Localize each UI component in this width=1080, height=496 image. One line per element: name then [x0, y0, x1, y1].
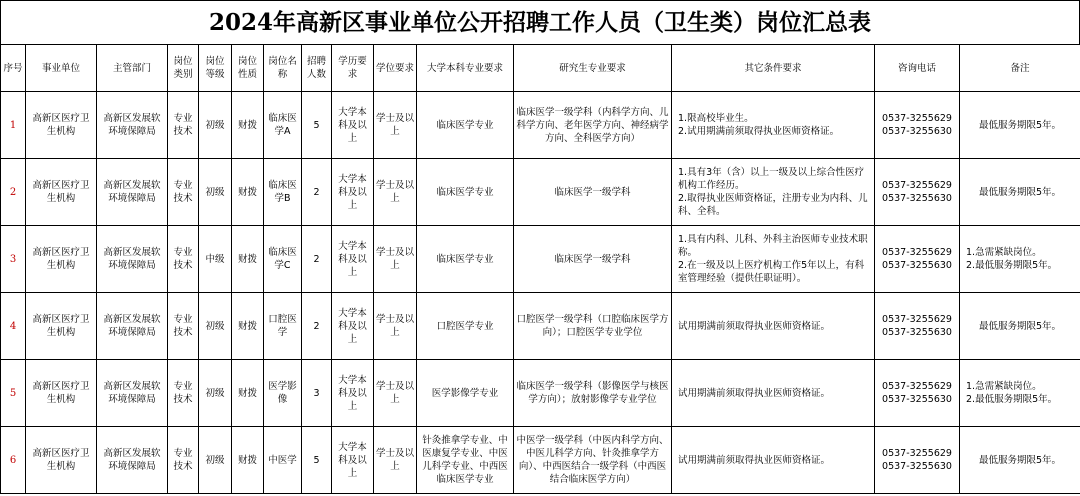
- cell-count: 2: [302, 226, 332, 293]
- note-line: 1.急需紧缺岗位。: [966, 247, 1042, 258]
- cell-category: 专业技术: [168, 226, 199, 293]
- cell-note: [960, 360, 1080, 427]
- header-grad-major: 研究生专业要求: [514, 45, 672, 92]
- cell-degree: 学士及以上: [374, 360, 417, 427]
- header-count: 招聘人数: [302, 45, 332, 92]
- requirement-line: 1.具有3年（含）以上一级及以上综合性医疗机构工作经历。: [678, 167, 865, 191]
- cell-education: 大学本科及以上: [332, 226, 374, 293]
- cell-nature: 财拨: [232, 92, 264, 159]
- phone-number: 0537-3255630: [882, 193, 952, 204]
- cell-category: 专业技术: [168, 360, 199, 427]
- cell-undergrad-major: 医学影像学专业: [417, 360, 514, 427]
- header-unit: 事业单位: [26, 45, 97, 92]
- cell-level: 初级: [199, 293, 232, 360]
- cell-seq: 2: [1, 159, 26, 226]
- cell-grad-major: 中医学一级学科（中医内科学方向、中医儿科学方向、针灸推拿学方向）、中西医结合一级学科（中西医结合临床医学方向）: [514, 427, 672, 494]
- header-other-requirements: 其它条件要求: [672, 45, 875, 92]
- cell-note: [960, 427, 1080, 494]
- cell-grad-major: 口腔医学一级学科（口腔临床医学方向）；口腔医学专业学位: [514, 293, 672, 360]
- cell-dept: 高新区发展软环境保障局: [97, 226, 168, 293]
- cell-other-requirements: [672, 226, 875, 293]
- cell-count: 2: [302, 159, 332, 226]
- cell-education: 大学本科及以上: [332, 360, 374, 427]
- header-category: 岗位类别: [168, 45, 199, 92]
- cell-level: 初级: [199, 360, 232, 427]
- phone-number: 0537-3255630: [882, 126, 952, 137]
- cell-level: 初级: [199, 427, 232, 494]
- phone-number: 0537-3255629: [882, 180, 952, 191]
- cell-phone: [875, 92, 960, 159]
- cell-category: 专业技术: [168, 92, 199, 159]
- cell-unit: 高新区医疗卫生机构: [26, 92, 97, 159]
- requirement-line: 1.限高校毕业生。: [678, 113, 754, 124]
- header-row: [1, 45, 1080, 92]
- cell-nature: 财拨: [232, 159, 264, 226]
- cell-degree: 学士及以上: [374, 427, 417, 494]
- cell-nature: 财拨: [232, 360, 264, 427]
- header-dept: 主管部门: [97, 45, 168, 92]
- cell-phone: [875, 427, 960, 494]
- table-row: [1, 159, 1080, 226]
- cell-undergrad-major: 口腔医学专业: [417, 293, 514, 360]
- cell-seq: 5: [1, 360, 26, 427]
- cell-note: [960, 226, 1080, 293]
- cell-post: 口腔医学: [264, 293, 302, 360]
- requirement-line: 2.在一级及以上医疗机构工作5年以上，有科室管理经验（提供任职证明）。: [678, 260, 865, 284]
- header-degree: 学位要求: [374, 45, 417, 92]
- table-row: [1, 360, 1080, 427]
- cell-dept: 高新区发展软环境保障局: [97, 427, 168, 494]
- cell-unit: 高新区医疗卫生机构: [26, 427, 97, 494]
- cell-level: 中级: [199, 226, 232, 293]
- cell-grad-major: 临床医学一级学科（影像医学与核医学方向）；放射影像学专业学位: [514, 360, 672, 427]
- cell-post: 中医学: [264, 427, 302, 494]
- cell-degree: 学士及以上: [374, 159, 417, 226]
- cell-unit: 高新区医疗卫生机构: [26, 159, 97, 226]
- phone-number: 0537-3255629: [882, 448, 952, 459]
- table-row: [1, 92, 1080, 159]
- cell-unit: 高新区医疗卫生机构: [26, 293, 97, 360]
- header-post: 岗位名称: [264, 45, 302, 92]
- cell-seq: 3: [1, 226, 26, 293]
- cell-other-requirements: [672, 92, 875, 159]
- cell-education: 大学本科及以上: [332, 92, 374, 159]
- positions-table: [0, 44, 1080, 494]
- requirement-line: 试用期满前须取得执业医师资格证。: [678, 320, 831, 332]
- cell-other-requirements: [672, 159, 875, 226]
- cell-other-requirements: [672, 360, 875, 427]
- cell-dept: 高新区发展软环境保障局: [97, 360, 168, 427]
- phone-number: 0537-3255629: [882, 113, 952, 124]
- cell-count: 3: [302, 360, 332, 427]
- cell-phone: [875, 293, 960, 360]
- note-line: 最低服务期限5年。: [978, 320, 1062, 332]
- cell-dept: 高新区发展软环境保障局: [97, 293, 168, 360]
- cell-note: [960, 293, 1080, 360]
- cell-seq: 6: [1, 427, 26, 494]
- cell-post: 临床医学B: [264, 159, 302, 226]
- requirement-line: 试用期满前须取得执业医师资格证。: [678, 387, 831, 399]
- cell-note: [960, 159, 1080, 226]
- cell-undergrad-major: 针灸推拿学专业、中医康复学专业、中医儿科学专业、中西医临床医学专业: [417, 427, 514, 494]
- cell-seq: 4: [1, 293, 26, 360]
- cell-undergrad-major: 临床医学专业: [417, 159, 514, 226]
- cell-education: 大学本科及以上: [332, 427, 374, 494]
- note-line: 最低服务期限5年。: [978, 186, 1062, 198]
- cell-seq: 1: [1, 92, 26, 159]
- cell-dept: 高新区发展软环境保障局: [97, 92, 168, 159]
- cell-note: [960, 92, 1080, 159]
- cell-grad-major: 临床医学一级学科（内科学方向、儿科学方向、老年医学方向、神经病学方向、全科医学方向）: [514, 92, 672, 159]
- cell-other-requirements: [672, 293, 875, 360]
- cell-undergrad-major: 临床医学专业: [417, 92, 514, 159]
- note-line: 1.急需紧缺岗位。: [966, 381, 1042, 392]
- cell-education: 大学本科及以上: [332, 159, 374, 226]
- cell-post: 临床医学A: [264, 92, 302, 159]
- cell-grad-major: 临床医学一级学科: [514, 159, 672, 226]
- cell-phone: [875, 360, 960, 427]
- cell-post: 临床医学C: [264, 226, 302, 293]
- cell-degree: 学士及以上: [374, 226, 417, 293]
- cell-education: 大学本科及以上: [332, 293, 374, 360]
- cell-other-requirements: [672, 427, 875, 494]
- phone-number: 0537-3255630: [882, 461, 952, 472]
- phone-number: 0537-3255630: [882, 394, 952, 405]
- cell-category: 专业技术: [168, 293, 199, 360]
- cell-count: 2: [302, 293, 332, 360]
- note-line: 最低服务期限5年。: [978, 119, 1062, 131]
- phone-number: 0537-3255629: [882, 381, 952, 392]
- cell-undergrad-major: 临床医学专业: [417, 226, 514, 293]
- cell-level: 初级: [199, 92, 232, 159]
- cell-degree: 学士及以上: [374, 92, 417, 159]
- cell-nature: 财拨: [232, 427, 264, 494]
- cell-phone: [875, 159, 960, 226]
- cell-count: 5: [302, 427, 332, 494]
- requirement-line: 试用期满前须取得执业医师资格证。: [678, 454, 831, 466]
- header-level: 岗位等级: [199, 45, 232, 92]
- requirement-line: 1.具有内科、儿科、外科主治医师专业技术职称。: [678, 234, 868, 258]
- note-line: 最低服务期限5年。: [978, 454, 1062, 466]
- header-phone: 咨询电话: [875, 45, 960, 92]
- cell-post: 医学影像: [264, 360, 302, 427]
- cell-nature: 财拨: [232, 226, 264, 293]
- requirement-line: 2.试用期满前须取得执业医师资格证。: [678, 126, 840, 137]
- table-row: [1, 293, 1080, 360]
- header-undergrad-major: 大学本科专业要求: [417, 45, 514, 92]
- header-nature: 岗位性质: [232, 45, 264, 92]
- cell-degree: 学士及以上: [374, 293, 417, 360]
- cell-category: 专业技术: [168, 427, 199, 494]
- phone-number: 0537-3255630: [882, 327, 952, 338]
- cell-phone: [875, 226, 960, 293]
- note-line: 2.最低服务期限5年。: [966, 260, 1058, 271]
- phone-number: 0537-3255629: [882, 314, 952, 325]
- cell-unit: 高新区医疗卫生机构: [26, 226, 97, 293]
- header-seq: 序号: [1, 45, 26, 92]
- cell-level: 初级: [199, 159, 232, 226]
- cell-unit: 高新区医疗卫生机构: [26, 360, 97, 427]
- page-title: 2024年高新区事业单位公开招聘工作人员（卫生类）岗位汇总表: [0, 0, 1080, 44]
- cell-grad-major: 临床医学一级学科: [514, 226, 672, 293]
- cell-count: 5: [302, 92, 332, 159]
- cell-dept: 高新区发展软环境保障局: [97, 159, 168, 226]
- header-education: 学历要求: [332, 45, 374, 92]
- phone-number: 0537-3255630: [882, 260, 952, 271]
- cell-category: 专业技术: [168, 159, 199, 226]
- requirement-line: 2.取得执业医师资格证，注册专业为内科、儿科、全科。: [678, 193, 868, 217]
- phone-number: 0537-3255629: [882, 247, 952, 258]
- table-row: [1, 226, 1080, 293]
- header-note: 备注: [960, 45, 1080, 92]
- table-row: [1, 427, 1080, 494]
- note-line: 2.最低服务期限5年。: [966, 394, 1058, 405]
- cell-nature: 财拨: [232, 293, 264, 360]
